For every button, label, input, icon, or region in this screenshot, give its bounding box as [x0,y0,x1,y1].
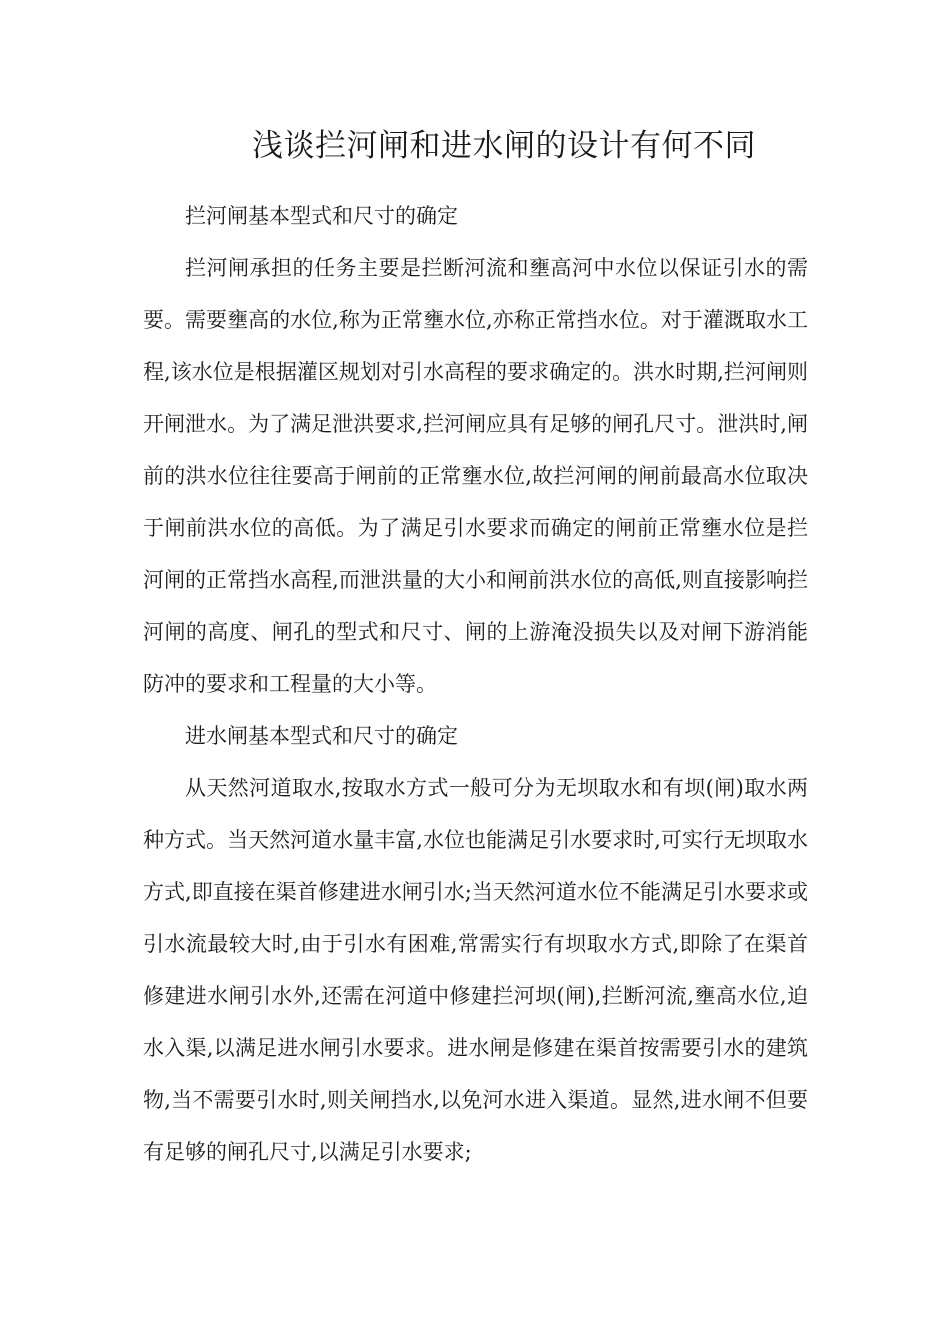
paragraph-barrage-gate: 拦河闸承担的任务主要是拦断河流和壅高河中水位以保证引水的需要。需要壅高的水位,称为正常壅水位,亦称正常挡水位。对于灌溉取水工程,该水位是根据灌区规划对引水高程的要求确定的。洪水时期,拦河闸则开闸泄水。为了满足泄洪要求,拦河闸应具有足够的闸孔尺寸。泄洪时,闸前的洪水位往往要高于闸前的正常壅水位,故拦河闸的闸前最高水位取决于闸前洪水位的高低。为了满足引水要求而确定的闸前正常壅水位是拦河闸的正常挡水高程,而泄洪量的大小和闸前洪水位的高低,则直接影响拦河闸的高度、闸孔的型式和尺寸、闸的上游淹没损失以及对闸下游消能防冲的要求和工程量的大小等。 [143,256,808,696]
section-heading-barrage-gate: 拦河闸基本型式和尺寸的确定 [185,204,458,228]
document-body [143,190,808,1178]
paragraph-intake-gate: 从天然河道取水,按取水方式一般可分为无坝取水和有坝(闸)取水两种方式。当天然河道水量丰富,水位也能满足引水要求时,可实行无坝取水方式,即直接在渠首修建进水闸引水;当天然河道水位不能满足引水要求或引水流最较大时,由于引水有困难,常需实行有坝取水方式,即除了在渠首修建进水闸引水外,还需在河道中修建拦河坝(闸),拦断河流,壅高水位,迫水入渠,以满足进水闸引水要求。进水闸是修建在渠首按需要引水的建筑物,当不需要引水时,则关闸挡水,以免河水进入渠道。显然,进水闸不但要有足够的闸孔尺寸,以满足引水要求; [143,776,808,1164]
document-title: 浅谈拦河闸和进水闸的设计有何不同 [252,128,756,164]
section-heading-intake-gate: 进水闸基本型式和尺寸的确定 [185,724,458,748]
